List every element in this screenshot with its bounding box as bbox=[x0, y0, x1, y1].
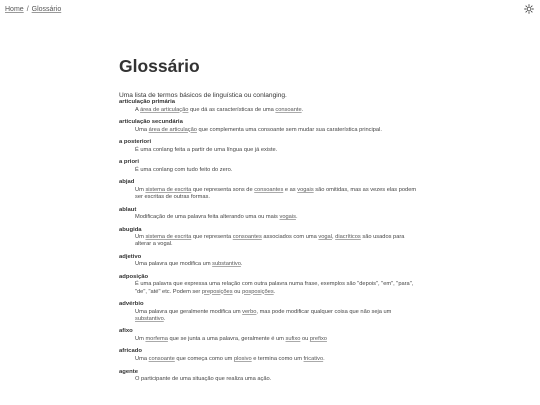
definition-text: que representa sons de bbox=[191, 186, 255, 193]
definition-text: ou bbox=[300, 335, 310, 342]
definition-link[interactable]: sufixo bbox=[285, 335, 301, 342]
definition-text: Uma bbox=[135, 355, 149, 362]
definition-text: que representa bbox=[191, 234, 233, 241]
definition-text: Um bbox=[135, 186, 146, 193]
glossary-definition bbox=[119, 127, 419, 134]
glossary-term: advérbio bbox=[119, 301, 144, 308]
definition-text: A bbox=[135, 106, 141, 113]
glossary-term: abjad bbox=[119, 179, 135, 186]
glossary-entry bbox=[119, 227, 419, 249]
definition-text: que se junta a uma palavra, geralmente é um bbox=[167, 335, 286, 342]
definition-text: . bbox=[301, 106, 304, 113]
breadcrumb-current-link[interactable]: Glossário bbox=[31, 6, 62, 13]
glossary-definition bbox=[119, 336, 419, 343]
definition-text: , bbox=[332, 234, 336, 241]
sun-icon[interactable] bbox=[524, 4, 534, 14]
glossary-entry bbox=[119, 159, 419, 174]
glossary-definition bbox=[119, 147, 419, 154]
glossary-definition bbox=[119, 234, 419, 248]
definition-link[interactable]: consoante bbox=[275, 106, 302, 113]
definition-text: são usados para alterar a vogal. bbox=[135, 234, 405, 248]
glossary-entry bbox=[119, 254, 419, 269]
definition-text: que começa como um bbox=[174, 355, 234, 362]
glossary-definition bbox=[119, 281, 419, 295]
glossary-entry bbox=[119, 348, 419, 363]
glossary-entry bbox=[119, 139, 419, 154]
definition-link[interactable]: substantivo bbox=[135, 315, 164, 322]
definition-text: e termina como um bbox=[251, 355, 304, 362]
definition-text: É uma palavra que expressa uma relação com outra palavra numa frase, exemplos são "depois", "em", "para", "de", "até" etc. Podem ser bbox=[135, 281, 414, 295]
breadcrumb-separator: / bbox=[26, 6, 29, 13]
glossary-entry bbox=[119, 369, 419, 384]
definition-link[interactable]: fricativo bbox=[303, 355, 324, 362]
glossary-definition bbox=[119, 376, 419, 383]
definition-link[interactable]: vogal bbox=[318, 234, 332, 241]
definition-link[interactable]: vogais bbox=[279, 214, 296, 221]
definition-link[interactable]: morfema bbox=[145, 335, 168, 342]
glossary-list bbox=[119, 99, 419, 389]
glossary-term: a priori bbox=[119, 159, 139, 166]
definition-link[interactable]: sistema de escrita bbox=[145, 234, 192, 241]
breadcrumb bbox=[5, 6, 61, 13]
definition-link[interactable]: vogais bbox=[297, 186, 314, 193]
definition-link[interactable]: substantivo bbox=[212, 261, 241, 268]
definition-text: são omitidas, mas as vezes elas podem ser escritas de outras formas. bbox=[135, 186, 417, 200]
definition-text: Um bbox=[135, 234, 146, 241]
glossary-definition bbox=[119, 167, 419, 174]
definition-text: que complementa uma consoante sem mudar sua caraterística principal. bbox=[196, 126, 382, 133]
glossary-definition bbox=[119, 107, 419, 114]
glossary-term: agente bbox=[119, 368, 138, 375]
definition-text: É uma conlang com tudo feito do zero. bbox=[135, 166, 233, 173]
definition-text: O participante de uma situação que realiza uma ação. bbox=[135, 376, 272, 382]
glossary-term: articulação primária bbox=[119, 99, 175, 105]
page-intro: Uma lista de termos básicos de linguística ou conlanging. bbox=[119, 91, 287, 99]
glossary-term: africado bbox=[119, 348, 142, 355]
definition-text: . bbox=[295, 214, 298, 221]
definition-link[interactable]: prefixo bbox=[309, 335, 327, 342]
definition-text: Um bbox=[135, 335, 146, 342]
definition-text: . bbox=[323, 355, 325, 362]
definition-text: e as bbox=[283, 186, 298, 193]
glossary-definition bbox=[119, 214, 419, 221]
glossary-entry bbox=[119, 207, 419, 222]
page-title: Glossário bbox=[119, 56, 200, 76]
glossary-term: a posteriori bbox=[119, 139, 152, 146]
definition-text: associados com uma bbox=[261, 234, 319, 241]
definition-text: Uma bbox=[135, 126, 149, 133]
glossary-entry bbox=[119, 99, 419, 114]
glossary-entry bbox=[119, 119, 419, 134]
definition-link[interactable]: verbo bbox=[242, 308, 257, 315]
glossary-term: ablaut bbox=[119, 206, 137, 213]
definition-text: Modificação de uma palavra feita alterando uma ou mais bbox=[135, 214, 280, 221]
definition-text: que dá as características de uma bbox=[188, 106, 276, 113]
glossary-entry bbox=[119, 274, 419, 296]
glossary-term: afixo bbox=[119, 328, 133, 335]
breadcrumb-home-link[interactable]: Home bbox=[5, 6, 24, 13]
definition-text: , mas pode modificar qualquer coisa que não seja um bbox=[256, 308, 392, 315]
definition-text: . bbox=[163, 315, 166, 322]
definition-link[interactable]: área de articulação bbox=[140, 106, 189, 113]
top-bar bbox=[0, 0, 540, 22]
glossary-entry bbox=[119, 301, 419, 323]
glossary-definition bbox=[119, 261, 419, 268]
definition-text: É uma conlang feita a partir de uma língua que já existe. bbox=[135, 146, 278, 153]
glossary-term: adposição bbox=[119, 273, 149, 280]
definition-link[interactable]: consoantes bbox=[232, 234, 262, 241]
glossary-definition bbox=[119, 187, 419, 201]
definition-link[interactable]: sistema de escrita bbox=[145, 186, 192, 193]
definition-link[interactable]: plosivo bbox=[233, 355, 252, 362]
definition-text: . bbox=[273, 288, 276, 295]
definition-link[interactable]: diacríticos bbox=[335, 234, 361, 241]
definition-link[interactable]: posposições bbox=[242, 288, 274, 295]
definition-link[interactable]: consoante bbox=[148, 355, 175, 362]
definition-link[interactable]: consoantes bbox=[254, 186, 284, 193]
glossary-term: adjetivo bbox=[119, 253, 142, 260]
glossary-definition bbox=[119, 309, 419, 323]
glossary-entry bbox=[119, 328, 419, 343]
glossary-term: abugida bbox=[119, 226, 142, 233]
definition-link[interactable]: área de articulação bbox=[148, 126, 197, 133]
definition-text: . bbox=[240, 261, 243, 268]
glossary-entry bbox=[119, 179, 419, 201]
glossary-term: articulação secundária bbox=[119, 119, 183, 126]
definition-text: Uma palavra que modifica um bbox=[135, 261, 213, 268]
definition-link[interactable]: preposições bbox=[201, 288, 233, 295]
definition-text: Uma palavra que geralmente modifica um bbox=[135, 308, 243, 315]
definition-text: ou bbox=[232, 288, 243, 295]
glossary-definition bbox=[119, 356, 419, 363]
